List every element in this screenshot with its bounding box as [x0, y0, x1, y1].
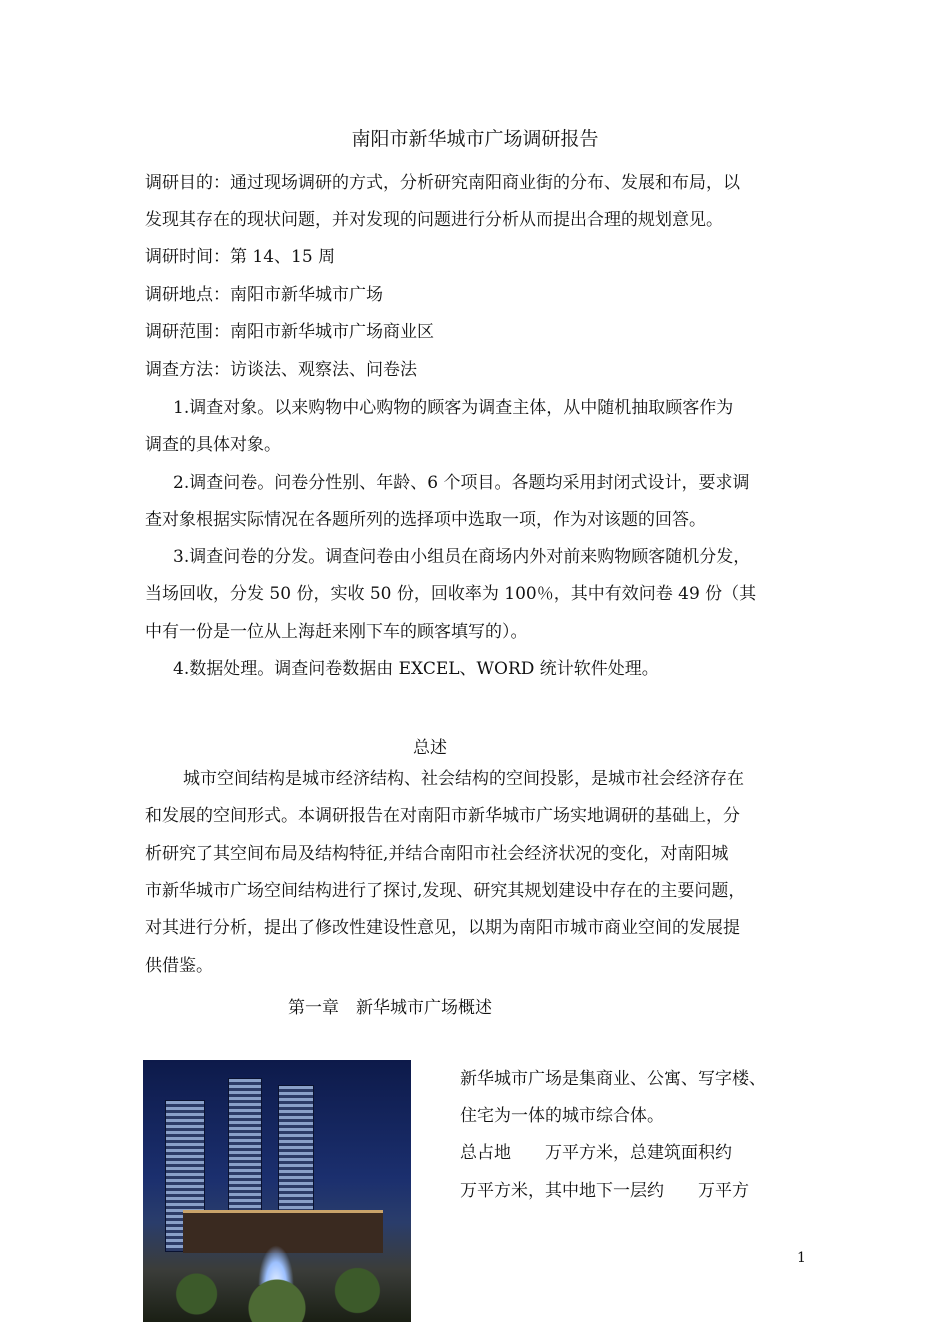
summary-line: 市新华城市广场空间结构进行了探讨,发现、研究其规划建设中存在的主要问题，: [145, 881, 746, 901]
side-line: 新华城市广场是集商业、公寓、写字楼、: [460, 1069, 766, 1089]
intro-line: 2.调查问卷。问卷分性别、年龄、6 个项目。各题均采用封闭式设计，要求调: [173, 473, 750, 493]
summary-line: 和发展的空间形式。本调研报告在对南阳市新华城市广场实地调研的基础上，分: [145, 806, 740, 826]
intro-line: 调研目的：通过现场调研的方式，分析研究南阳商业街的分布、发展和布局，以: [145, 173, 740, 193]
page-number: 1: [797, 1250, 806, 1266]
summary-heading: 总述: [413, 738, 447, 758]
side-line: 住宅为一体的城市综合体。: [460, 1106, 664, 1126]
report-title: 南阳市新华城市广场调研报告: [351, 128, 599, 150]
intro-line: 调查方法：访谈法、观察法、问卷法: [145, 360, 417, 380]
intro-line: 调研范围：南阳市新华城市广场商业区: [145, 322, 434, 342]
summary-line: 对其进行分析，提出了修改性建设性意见，以期为南阳市城市商业空间的发展提: [145, 918, 740, 938]
summary-line: 供借鉴。: [145, 956, 213, 976]
side-line: 万平方米，其中地下一层约 万平方: [460, 1181, 749, 1201]
intro-line: 4.数据处理。调查问卷数据由 EXCEL、WORD 统计软件处理。: [173, 659, 659, 679]
chapter-heading: 第一章 新华城市广场概述: [288, 998, 492, 1018]
intro-line: 发现其存在的现状问题，并对发现的问题进行分析从而提出合理的规划意见。: [145, 210, 723, 230]
side-line: 总占地 万平方米，总建筑面积约: [460, 1143, 732, 1163]
intro-line: 调查的具体对象。: [145, 435, 281, 455]
intro-line: 查对象根据实际情况在各题所列的选择项中选取一项，作为对该题的回答。: [145, 510, 706, 530]
summary-line: 城市空间结构是城市经济结构、社会结构的空间投影，是城市社会经济存在: [183, 769, 744, 789]
summary-line: 析研究了其空间布局及结构特征,并结合南阳市社会经济状况的变化，对南阳城: [145, 844, 729, 864]
intro-line: 1.调查对象。以来购物中心购物的顾客为调查主体，从中随机抽取顾客作为: [173, 398, 734, 418]
intro-line: 调研时间：第 14、15 周: [145, 247, 336, 267]
building-photo: [143, 1060, 411, 1322]
intro-line: 中有一份是一位从上海赶来刚下车的顾客填写的）。: [145, 622, 528, 642]
intro-line: 3.调查问卷的分发。调查问卷由小组员在商场内外对前来购物顾客随机分发，: [173, 547, 751, 567]
intro-line: 当场回收，分发 50 份，实收 50 份，回收率为 100％，其中有效问卷 49 份（其: [145, 584, 757, 604]
intro-line: 调研地点：南阳市新华城市广场: [145, 285, 383, 305]
